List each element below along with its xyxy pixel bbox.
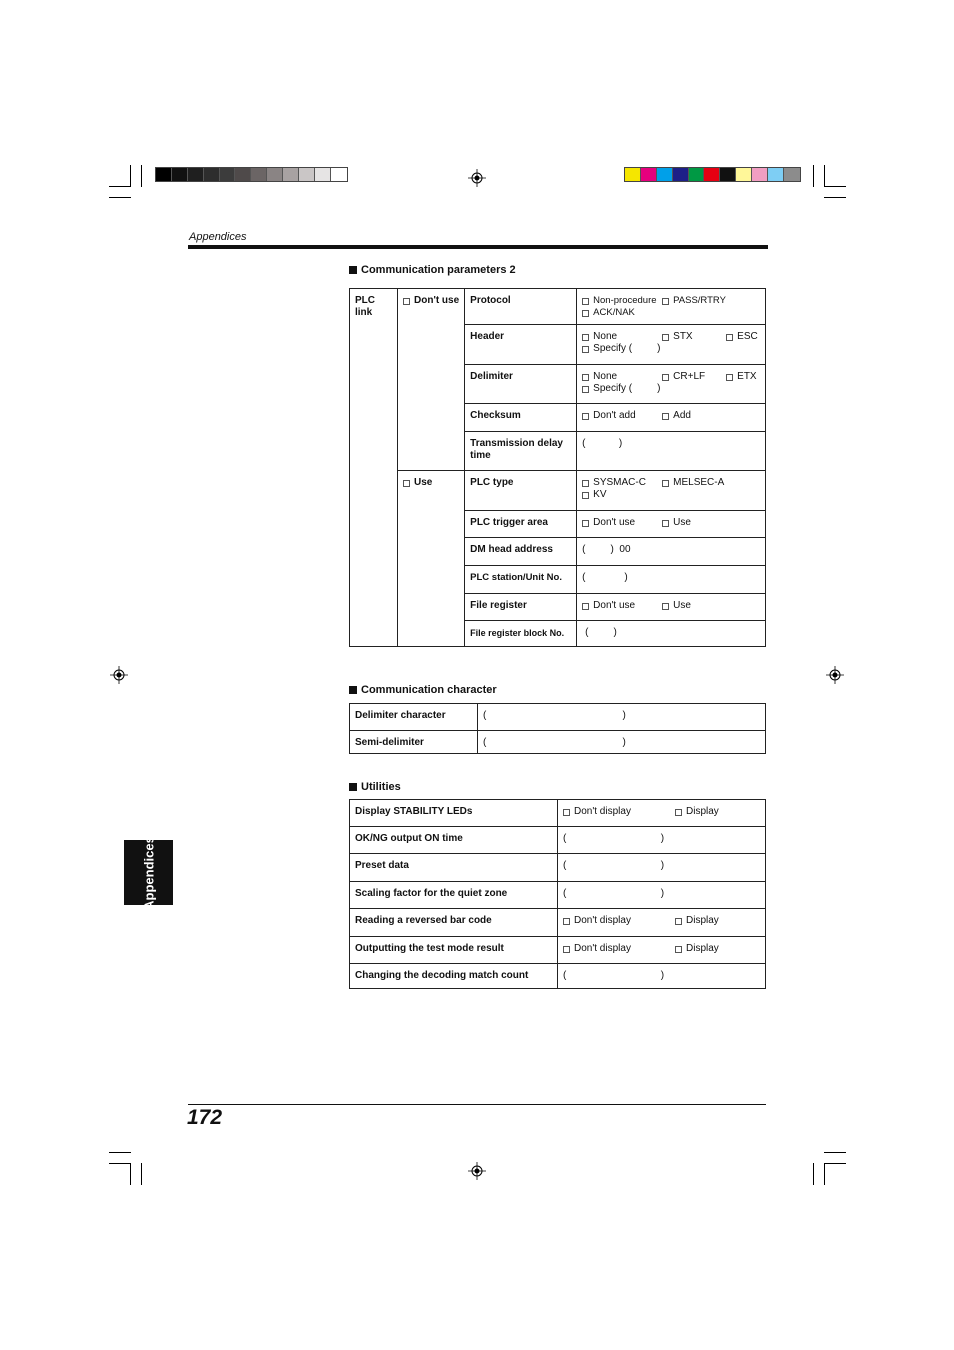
color-swatch (251, 168, 267, 181)
file-register-label: File register (465, 594, 577, 621)
option-label: Don't add (593, 410, 636, 421)
crop-mark (813, 165, 814, 187)
semi-delimiter-label: Semi-delimiter (350, 731, 478, 754)
option-label: ACK/NAK (593, 307, 635, 318)
color-swatch (657, 168, 673, 181)
color-swatch (641, 168, 657, 181)
color-swatch (784, 168, 800, 181)
checkbox-icon[interactable] (662, 603, 669, 610)
match-count-label: Changing the decoding match count (350, 964, 558, 989)
checksum-options (577, 404, 766, 432)
crop-mark (109, 1163, 131, 1164)
checkbox-icon[interactable] (662, 480, 669, 487)
checkbox-icon[interactable] (563, 809, 570, 816)
section-title-text: Communication parameters 2 (361, 264, 516, 276)
checkbox-icon[interactable] (403, 298, 410, 305)
file-register-options (577, 594, 766, 621)
crop-mark (824, 186, 846, 187)
square-bullet-icon (349, 783, 357, 791)
option-label: Don't use (593, 517, 636, 528)
side-tab (124, 835, 173, 910)
crop-mark (109, 197, 131, 198)
checkbox-icon[interactable] (675, 809, 682, 816)
option-label: Use (673, 517, 691, 528)
blank-field[interactable]: ( ) (563, 860, 665, 871)
color-swatch (625, 168, 641, 181)
semi-delimiter-value (478, 731, 766, 754)
tx-delay-value (577, 432, 766, 471)
checkbox-icon[interactable] (582, 374, 589, 381)
crop-mark (824, 1163, 846, 1164)
checkbox-icon[interactable] (662, 413, 669, 420)
crop-mark (130, 1163, 131, 1185)
paren-close: ) (657, 383, 661, 394)
section-title-comm-char (349, 684, 497, 696)
color-swatch (204, 168, 220, 181)
side-tab-label: Appendices (141, 835, 156, 910)
file-block-value (577, 621, 766, 647)
color-swatch (704, 168, 720, 181)
option-label: None (593, 331, 618, 342)
blank-field[interactable]: ( ) (483, 710, 626, 721)
footer-rule (188, 1104, 766, 1105)
registration-mark-icon (826, 666, 844, 684)
color-swatch (188, 168, 204, 181)
match-count-value (558, 964, 766, 989)
color-swatch (299, 168, 315, 181)
trigger-area-options (577, 511, 766, 538)
crop-mark (824, 1163, 825, 1185)
checkbox-icon[interactable] (662, 520, 669, 527)
header-options (577, 325, 766, 365)
plc-link-cell: PLC link (350, 289, 398, 647)
section-title-comm-params (349, 264, 516, 276)
section-title-text: Utilities (361, 781, 401, 793)
option-label: Don't display (574, 915, 631, 926)
use-label: Use (414, 477, 433, 488)
option-label: Don't display (574, 943, 631, 954)
station-label: PLC station/Unit No. (465, 566, 577, 594)
color-swatch (156, 168, 172, 181)
option-label: SYSMAC-C (593, 477, 646, 488)
paren-close: ) (657, 343, 661, 354)
option-label: MELSEC-A (673, 477, 725, 488)
color-swatch (673, 168, 689, 181)
test-mode-label: Outputting the test mode result (350, 937, 558, 964)
page-number: 172 (187, 1106, 223, 1129)
delimiter-label: Delimiter (465, 365, 577, 404)
blank-field[interactable]: ( ) (563, 833, 665, 844)
option-label: Specify ( (593, 383, 633, 394)
checkbox-icon[interactable] (582, 520, 589, 527)
use-cell (398, 471, 465, 647)
crop-mark (824, 165, 825, 187)
quiet-zone-label: Scaling factor for the quiet zone (350, 882, 558, 909)
checkbox-icon[interactable] (582, 298, 589, 305)
reversed-code-options (558, 909, 766, 937)
blank-field[interactable]: ( ) (582, 438, 623, 449)
option-label: CR+LF (673, 371, 706, 382)
header-rule (188, 245, 768, 249)
color-swatch (220, 168, 236, 181)
station-value (577, 566, 766, 594)
checkbox-icon[interactable] (582, 310, 589, 317)
checkbox-icon[interactable] (563, 918, 570, 925)
reversed-code-label: Reading a reversed bar code (350, 909, 558, 937)
crop-mark (109, 1152, 131, 1153)
blank-field[interactable]: ( ) (563, 888, 665, 899)
blank-field[interactable]: ( ) (585, 627, 617, 638)
color-swatch (172, 168, 188, 181)
option-label: ETX (737, 371, 757, 382)
quiet-zone-value (558, 882, 766, 909)
option-label: Display (686, 915, 719, 926)
checkbox-icon[interactable] (726, 334, 733, 341)
color-swatch (283, 168, 299, 181)
crop-mark (130, 165, 131, 187)
color-swatch (752, 168, 768, 181)
crop-mark (109, 186, 131, 187)
utilities-table (349, 799, 766, 989)
checkbox-icon[interactable] (662, 334, 669, 341)
option-label: Specify ( (593, 343, 633, 354)
delimiter-character-value (478, 704, 766, 731)
blank-field[interactable]: ( ) (483, 737, 626, 748)
checkbox-icon[interactable] (582, 334, 589, 341)
color-swatch (720, 168, 736, 181)
registration-mark-icon (468, 1162, 486, 1180)
plc-type-label: PLC type (465, 471, 577, 511)
option-label: ESC (737, 331, 758, 342)
test-mode-options (558, 937, 766, 964)
ok-ng-time-value (558, 827, 766, 854)
dm-head-value (577, 538, 766, 566)
option-label: Use (673, 600, 691, 611)
checkbox-icon[interactable] (582, 480, 589, 487)
comm-char-table (349, 703, 766, 754)
option-label: Display (686, 806, 719, 817)
checkbox-icon[interactable] (582, 386, 589, 393)
preset-data-label: Preset data (350, 854, 558, 882)
dont-use-label: Don't use (414, 295, 460, 306)
color-swatch (736, 168, 752, 181)
ok-ng-time-label: OK/NG output ON time (350, 827, 558, 854)
checkbox-icon[interactable] (582, 492, 589, 499)
delimiter-options (577, 365, 766, 404)
registration-mark-icon (468, 169, 486, 187)
blank-field[interactable]: ( ) (563, 970, 665, 981)
gray-color-bar (155, 167, 348, 182)
checkbox-icon[interactable] (662, 374, 669, 381)
process-color-bar (624, 167, 801, 182)
blank-field[interactable]: ( ) (582, 572, 628, 583)
checkbox-icon[interactable] (582, 346, 589, 353)
crop-mark (824, 197, 846, 198)
protocol-options (577, 289, 766, 325)
option-label: PASS/RTRY (673, 295, 726, 306)
checksum-label: Checksum (465, 404, 577, 432)
dont-use-cell (398, 289, 465, 471)
option-label: Non-procedure (593, 295, 657, 306)
color-swatch (267, 168, 283, 181)
color-swatch (768, 168, 784, 181)
checkbox-icon[interactable] (726, 374, 733, 381)
option-label: Don't display (574, 806, 631, 817)
checkbox-icon[interactable] (563, 946, 570, 953)
plc-type-options (577, 471, 766, 511)
registration-mark-icon (110, 666, 128, 684)
stability-leds-options (558, 800, 766, 827)
file-block-label: File register block No. (465, 621, 577, 647)
crop-mark (813, 1163, 814, 1185)
protocol-label: Protocol (465, 289, 577, 325)
blank-field[interactable]: ( ) 00 (582, 544, 631, 555)
tx-delay-label: Transmission delay time (465, 432, 577, 471)
checkbox-icon[interactable] (582, 413, 589, 420)
square-bullet-icon (349, 686, 357, 694)
color-swatch (235, 168, 251, 181)
section-title-utilities (349, 781, 401, 793)
preset-data-value (558, 854, 766, 882)
crop-mark (141, 1163, 142, 1185)
square-bullet-icon (349, 266, 357, 274)
color-swatch (315, 168, 331, 181)
checkbox-icon[interactable] (662, 298, 669, 305)
option-label: STX (673, 331, 693, 342)
checkbox-icon[interactable] (675, 946, 682, 953)
option-label: KV (593, 489, 607, 500)
delimiter-character-label: Delimiter character (350, 704, 478, 731)
header-label: Header (465, 325, 577, 365)
color-swatch (331, 168, 347, 181)
option-label: None (593, 371, 618, 382)
color-swatch (689, 168, 705, 181)
crop-mark (824, 1152, 846, 1153)
comm-params-table (349, 288, 766, 647)
stability-leds-label: Display STABILITY LEDs (350, 800, 558, 827)
crop-mark (141, 165, 142, 187)
checkbox-icon[interactable] (582, 603, 589, 610)
checkbox-icon[interactable] (403, 480, 410, 487)
option-label: Add (673, 410, 691, 421)
dm-head-label: DM head address (465, 538, 577, 566)
option-label: Don't use (593, 600, 636, 611)
option-label: Display (686, 943, 719, 954)
section-title-text: Communication character (361, 684, 497, 696)
running-head: Appendices (189, 231, 247, 243)
checkbox-icon[interactable] (675, 918, 682, 925)
trigger-area-label: PLC trigger area (465, 511, 577, 538)
